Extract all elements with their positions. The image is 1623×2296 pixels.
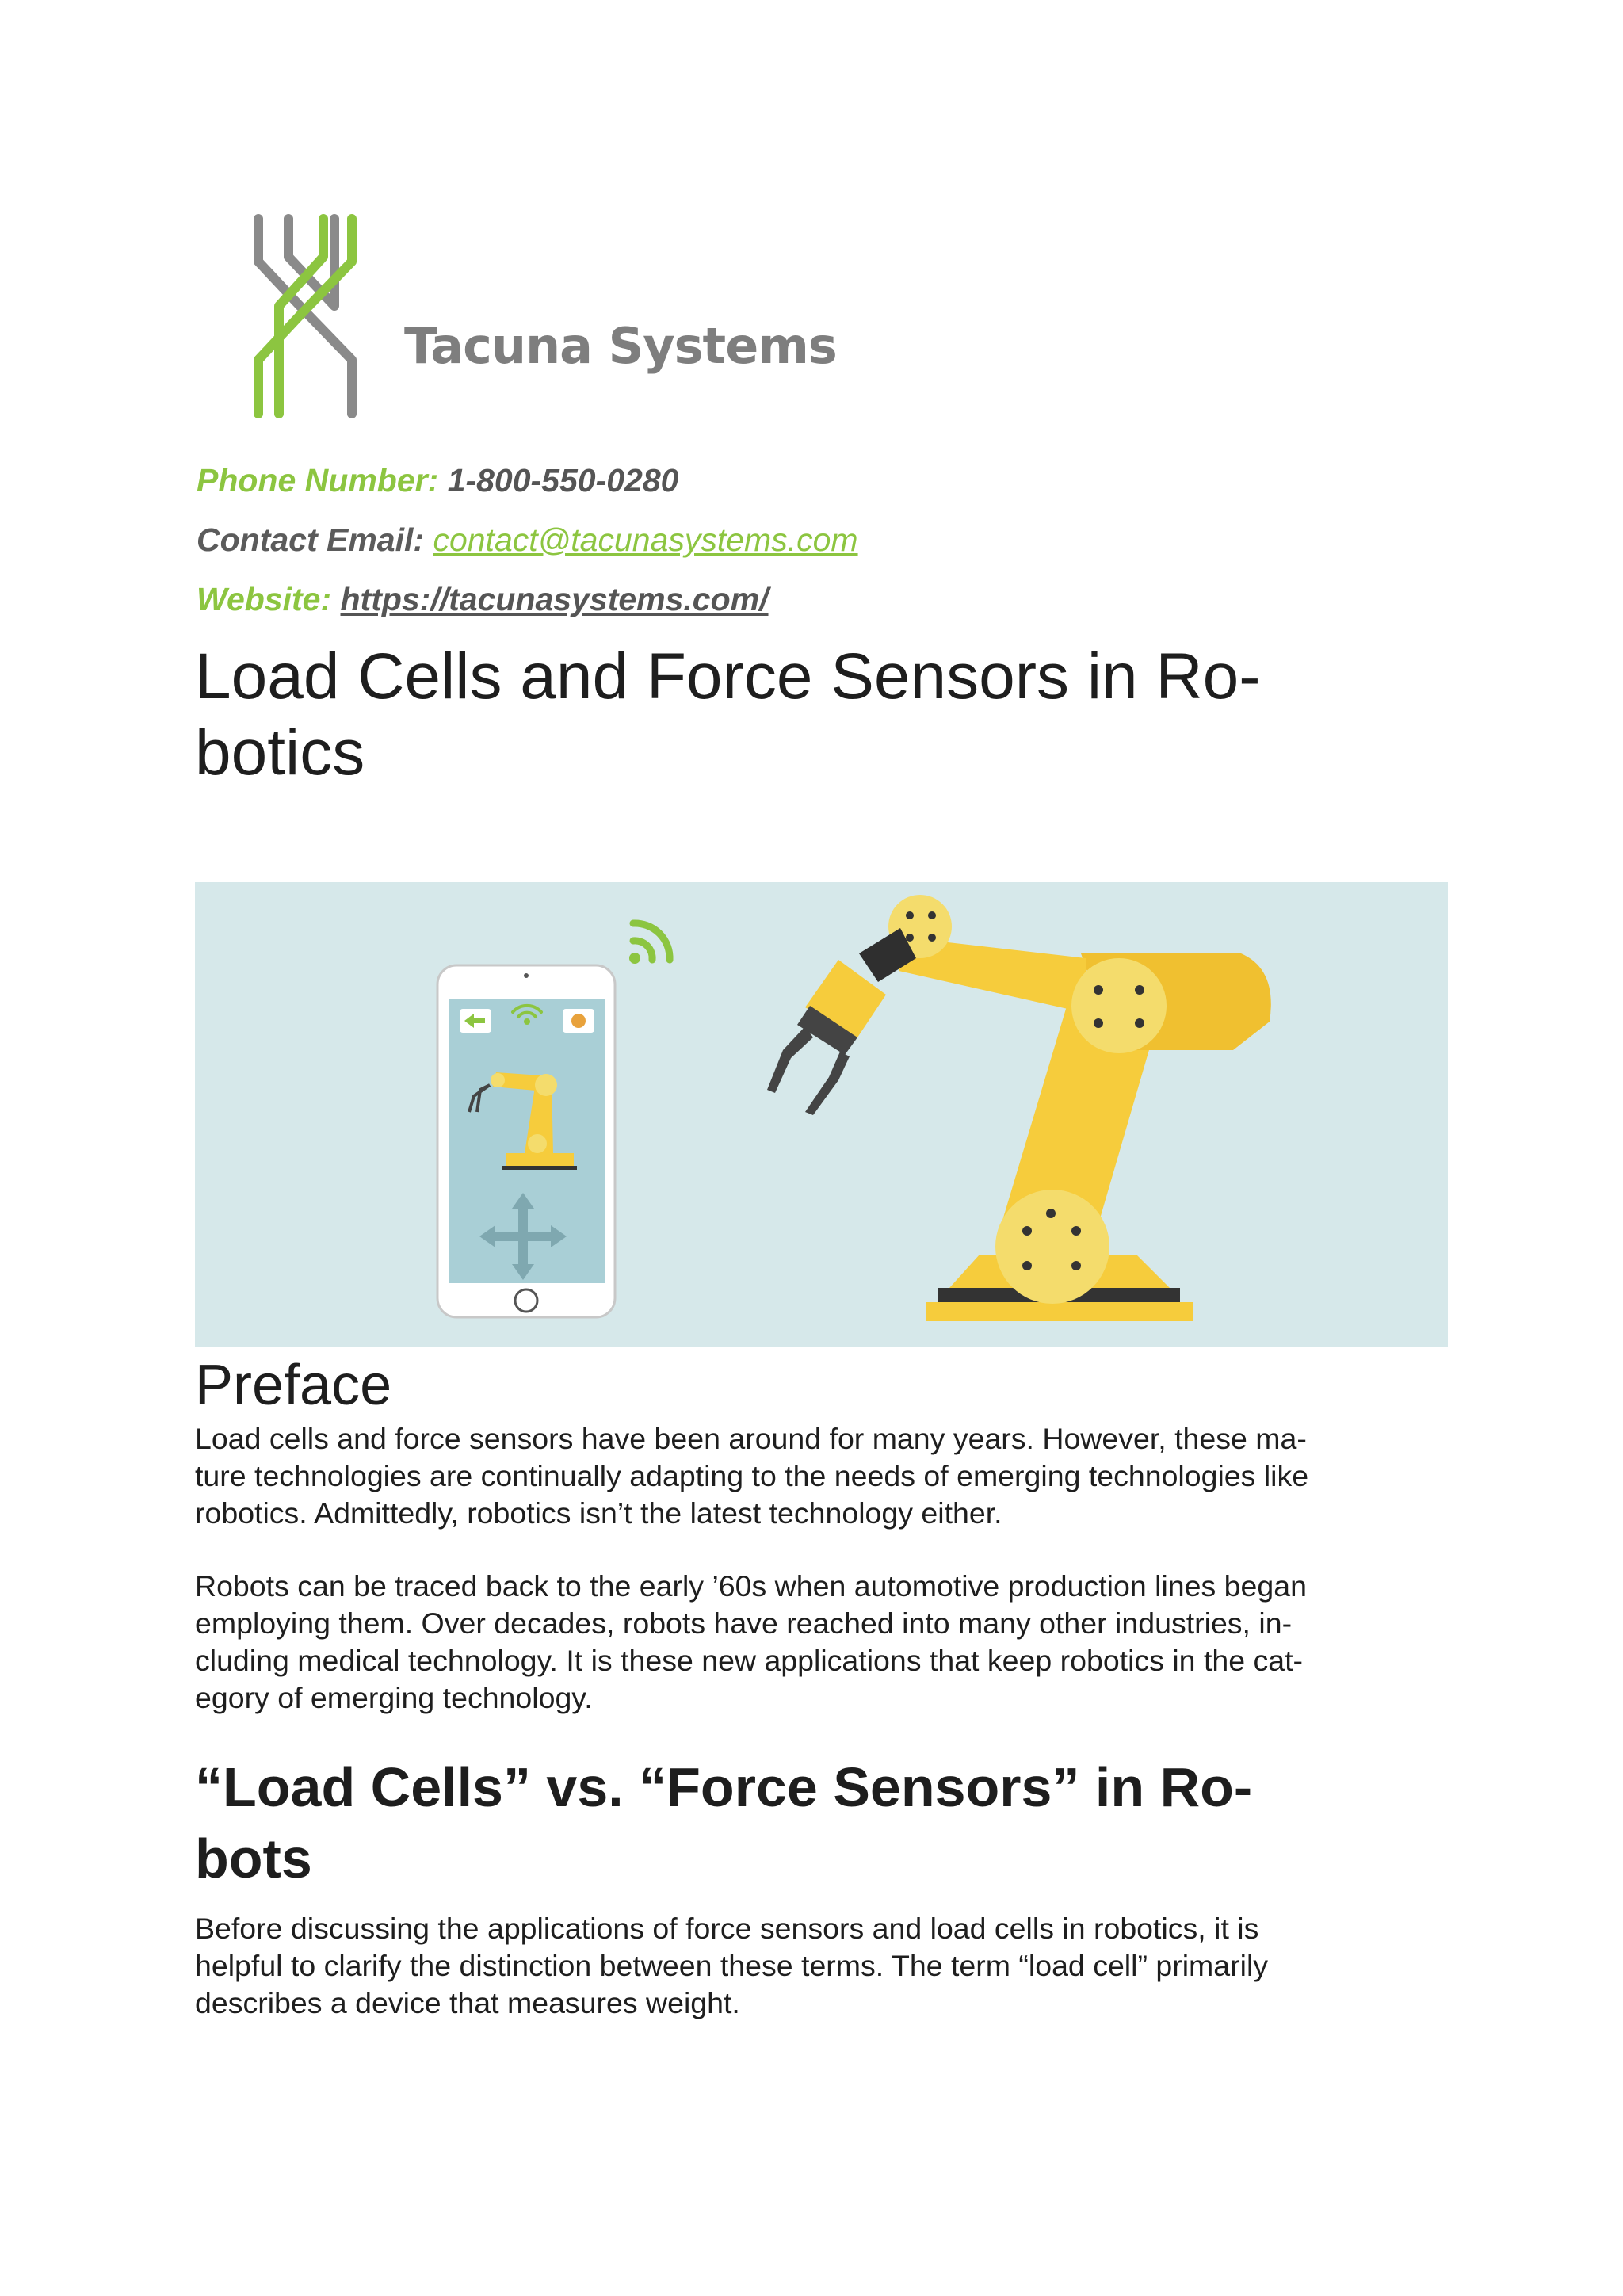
page-title	[195, 639, 1463, 791]
paragraph-line: egory of emerging technology.	[195, 1681, 593, 1714]
hero-illustration	[195, 882, 1448, 1347]
phone-illustration	[437, 965, 615, 1317]
paragraph	[195, 1910, 1463, 2022]
website-link[interactable]: https://tacunasystems.com/	[340, 581, 769, 617]
back-arrow-icon	[460, 1009, 491, 1033]
paragraph-line: helpful to clarify the distinction between these terms. The term “load cell” primarily	[195, 1949, 1269, 1982]
paragraph-line: cluding medical technology. It is these new applications that keep robotics in the cat-	[195, 1644, 1304, 1677]
heading-line: “Load Cells” vs. “Force Sensors” in Ro-	[195, 1756, 1253, 1818]
email-link[interactable]: contact@tacunasystems.com	[433, 521, 858, 558]
paragraph-line: robotics. Admittedly, robotics isn’t the latest technology either.	[195, 1496, 1002, 1530]
phone-value: 1-800-550-0280	[447, 462, 679, 499]
paragraph-line: ture technologies are continually adapting to the needs of emerging technologies like	[195, 1459, 1309, 1492]
email-label: Contact Email:	[197, 521, 425, 558]
paragraph	[195, 1568, 1463, 1717]
phone-line	[197, 464, 678, 497]
heading-line: bots	[195, 1828, 312, 1889]
paragraph-line: describes a device that measures weight.	[195, 1986, 740, 2019]
section-heading-preface: Preface	[195, 1354, 392, 1417]
page-title-line1: Load Cells and Force Sensors in Ro-	[195, 640, 1261, 712]
website-label: Website:	[197, 581, 332, 617]
email-line	[197, 521, 858, 558]
paragraph-line: Robots can be traced back to the early ’60s when automotive production lines began	[195, 1569, 1307, 1603]
settings-icon	[563, 1009, 594, 1033]
section-heading-load-cells-vs-force-sensors	[195, 1752, 1463, 1894]
paragraph-line: Before discussing the applications of force sensors and load cells in robotics, it is	[195, 1912, 1259, 1945]
tacuna-logo-icon	[252, 212, 365, 420]
paragraph-line: Load cells and force sensors have been around for many years. However, these ma-	[195, 1422, 1307, 1455]
website-line	[197, 583, 769, 616]
paragraph	[195, 1420, 1463, 1532]
brand-name: Tacuna Systems	[404, 317, 837, 375]
phone-label: Phone Number:	[197, 462, 439, 499]
paragraph-line: employing them. Over decades, robots have reached into many other industries, in-	[195, 1606, 1293, 1640]
page-title-line2: botics	[195, 716, 365, 789]
